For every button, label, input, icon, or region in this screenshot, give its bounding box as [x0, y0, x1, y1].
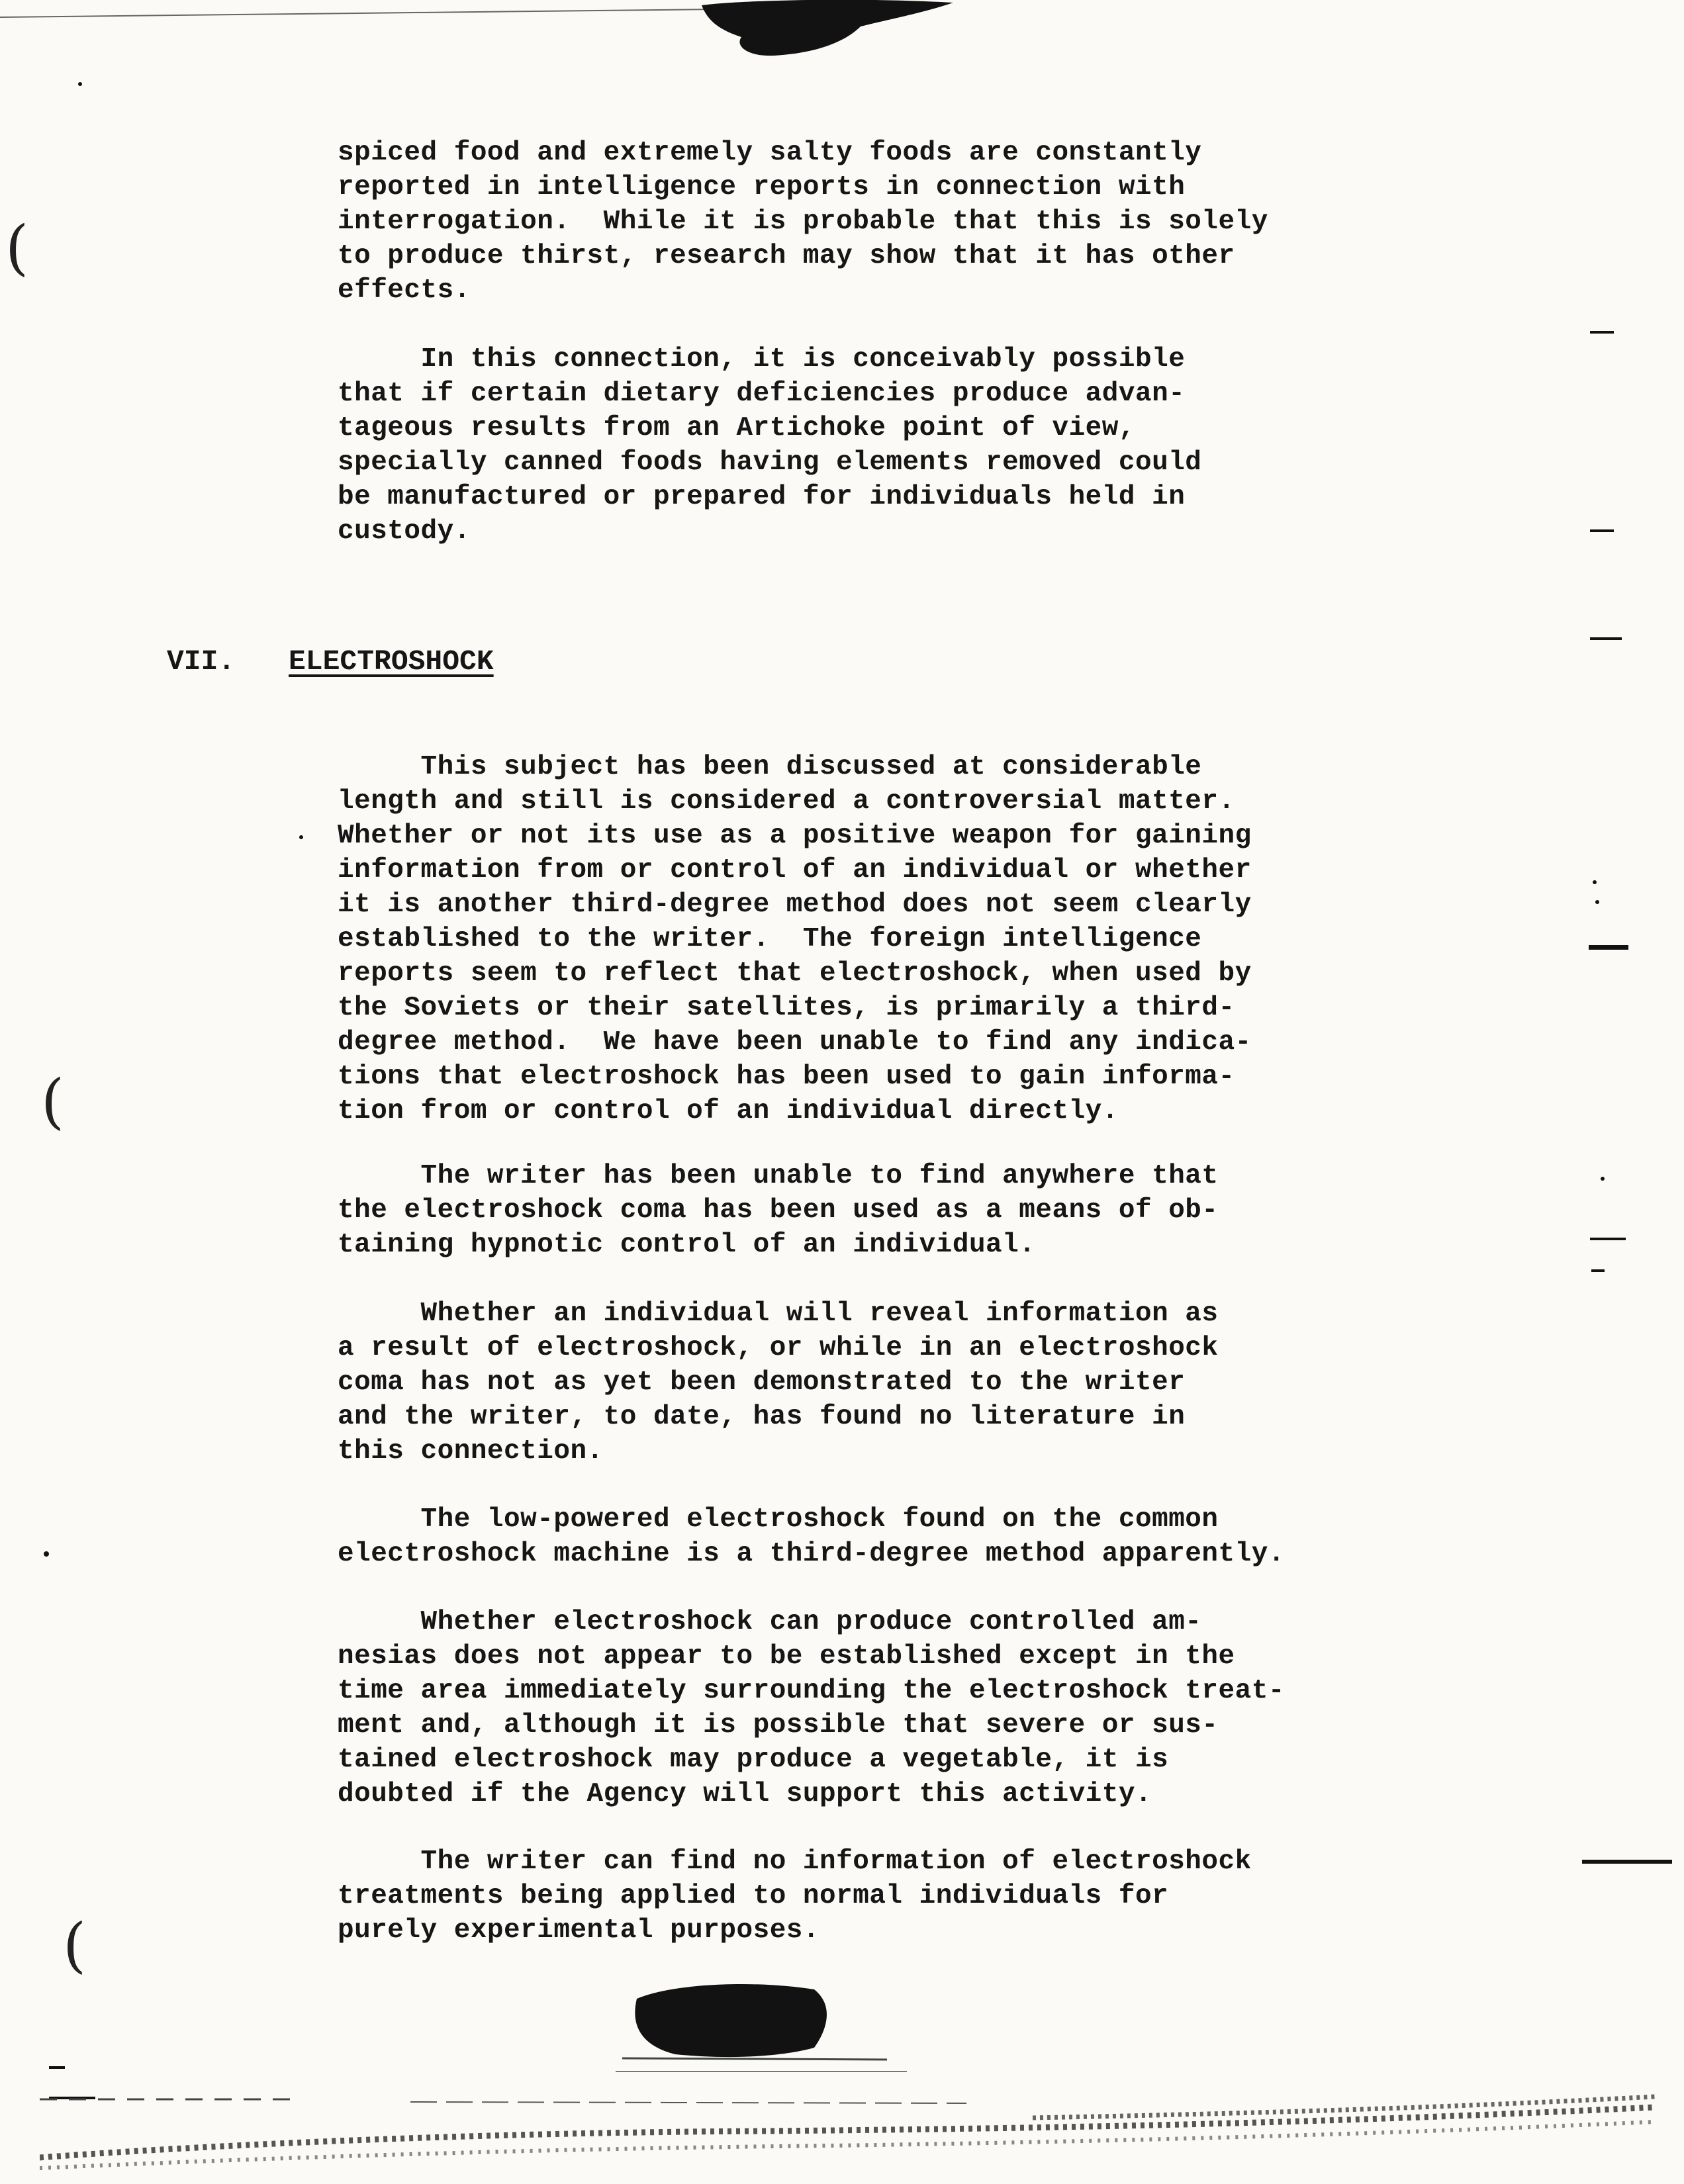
- margin-tick: [1589, 945, 1628, 950]
- paragraph-electroshock-6: The writer can find no information of electroshock treatments being applied to normal individuals for purely experimental purposes.: [338, 1846, 1252, 1946]
- margin-dot: [1601, 1177, 1605, 1181]
- paragraph-electroshock-3: Whether an individual will reveal information as a result of electroshock, or while in an electroshock coma has not as yet been demonstrated to the writer and the writer, to date, has found no literature in this connection.: [338, 1298, 1219, 1467]
- paragraph-electroshock-5: Whether electroshock can produce controlled am- nesias does not appear to be established except in the time area immediately surrounding the electroshock treat- ment and, although it is possible that severe or sus- tained electroshock may produce a vegetable, it is doubted if the Agency will support this activity.: [338, 1607, 1285, 1809]
- margin-tick: [1590, 637, 1622, 640]
- margin-dot: [78, 82, 82, 86]
- margin-dot: [44, 1551, 49, 1557]
- margin-tick: [49, 2066, 65, 2069]
- top-redaction: [0, 0, 1684, 73]
- margin-tick: [1590, 529, 1614, 532]
- paragraph-dietary-1: spiced food and extremely salty foods are constantly reported in intelligence reports in connection with interrogation. While it is probable that this is solely to produce thirst, research may show that it has other effects.: [338, 138, 1268, 306]
- margin-tick: [1590, 331, 1614, 334]
- margin-tick: [1582, 1860, 1672, 1864]
- paragraph-electroshock-2: The writer has been unable to find anywhere that the electroshock coma has been used as a means of ob- taining hypnotic control of an individual.: [338, 1161, 1219, 1260]
- binder-hole-mark-2: (: [41, 1067, 65, 1136]
- bottom-scan-noise: [40, 2085, 1655, 2177]
- paragraph-dietary-2: In this connection, it is conceivably possible that if certain dietary deficiencies produce advan- tageous results from an Artichoke point of view, specially canned foods having elements removed could be manufactured or prepared for individuals held in custody.: [338, 344, 1202, 547]
- margin-tick: [1590, 1238, 1626, 1240]
- binder-hole-mark-3: (: [63, 1911, 87, 1980]
- margin-tick: [1591, 1269, 1605, 1272]
- margin-dot: [299, 835, 303, 839]
- margin-dot: [1593, 880, 1597, 884]
- section-number: VII.: [167, 645, 236, 678]
- paragraph-electroshock-4: The low-powered electroshock found on the common electroshock machine is a third-degree method apparently.: [338, 1504, 1285, 1569]
- bottom-redaction: [596, 1979, 913, 2085]
- section-title: ELECTROSHOCK: [289, 645, 494, 678]
- margin-dot: [1595, 900, 1599, 904]
- paragraph-electroshock-1: This subject has been discussed at considerable length and still is considered a controversial matter. Whether or not its use as a positive weapon for gaining information from or control of an individual or whether it is another third-degree method does not seem clearly established to the writer. The foreign intelligence reports seem to reflect that electroshock, when used by the Soviets or their satellites, is primarily a third- degree method. We have been unable to find any indica- tions that electroshock has been used to gain informa- tion from or control of an individual directly.: [338, 752, 1252, 1126]
- binder-hole-mark-1: (: [5, 213, 29, 283]
